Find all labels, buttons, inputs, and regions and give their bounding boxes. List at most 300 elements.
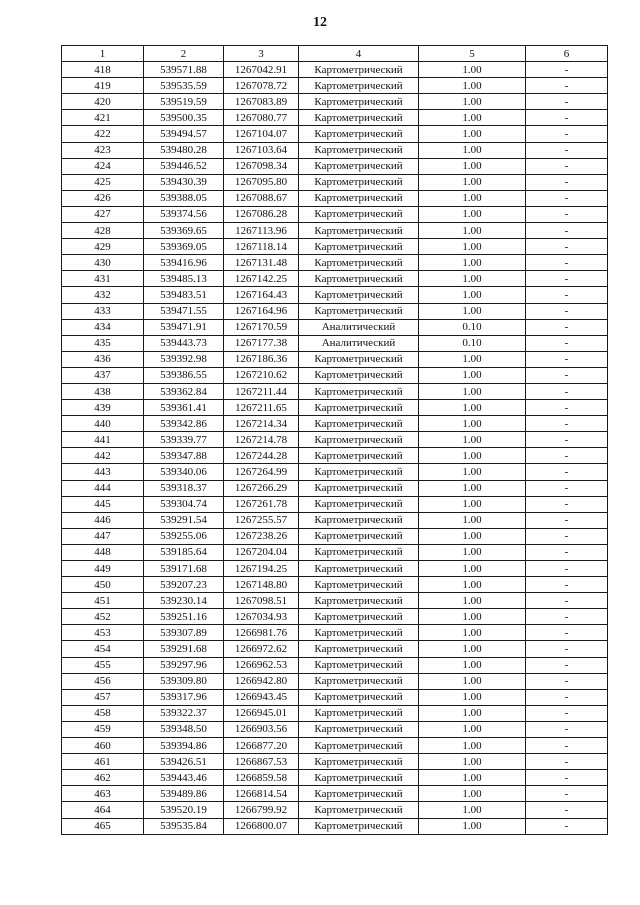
accuracy-cell: 1.00 [419,496,526,512]
y-coordinate-cell: 1266945.01 [224,705,299,721]
point-number-cell: 433 [62,303,144,319]
y-coordinate-cell: 1267261.78 [224,496,299,512]
table-row [62,721,608,737]
note-cell: - [526,158,608,174]
accuracy-cell: 1.00 [419,673,526,689]
x-coordinate-cell: 539480.28 [144,142,224,158]
accuracy-cell: 1.00 [419,512,526,528]
point-number-cell: 457 [62,689,144,705]
accuracy-cell: 1.00 [419,416,526,432]
y-coordinate-cell: 1266903.56 [224,721,299,737]
note-cell: - [526,448,608,464]
x-coordinate-cell: 539348.50 [144,721,224,737]
method-cell: Картометрический [299,287,419,303]
point-number-cell: 458 [62,705,144,721]
accuracy-cell: 1.00 [419,721,526,737]
accuracy-cell: 1.00 [419,657,526,673]
point-number-cell: 422 [62,126,144,142]
point-number-cell: 443 [62,464,144,480]
accuracy-cell: 1.00 [419,738,526,754]
note-cell: - [526,657,608,673]
accuracy-cell: 1.00 [419,110,526,126]
accuracy-cell: 1.00 [419,62,526,78]
x-coordinate-cell: 539394.86 [144,738,224,754]
accuracy-cell: 1.00 [419,255,526,271]
table-row [62,142,608,158]
y-coordinate-cell: 1267142.25 [224,271,299,287]
note-cell: - [526,738,608,754]
point-number-cell: 432 [62,287,144,303]
accuracy-cell: 1.00 [419,480,526,496]
y-coordinate-cell: 1267095.80 [224,174,299,190]
x-coordinate-cell: 539430.39 [144,174,224,190]
accuracy-cell: 1.00 [419,641,526,657]
method-cell: Картометрический [299,190,419,206]
accuracy-cell: 1.00 [419,367,526,383]
point-number-cell: 420 [62,94,144,110]
note-cell: - [526,78,608,94]
point-number-cell: 442 [62,448,144,464]
accuracy-cell: 1.00 [419,383,526,399]
method-cell: Картометрический [299,802,419,818]
table-row [62,432,608,448]
point-number-cell: 434 [62,319,144,335]
method-cell: Картометрический [299,142,419,158]
method-cell: Картометрический [299,62,419,78]
note-cell: - [526,721,608,737]
y-coordinate-cell: 1267264.99 [224,464,299,480]
x-coordinate-cell: 539471.55 [144,303,224,319]
point-number-cell: 454 [62,641,144,657]
table-row [62,416,608,432]
table-row [62,367,608,383]
note-cell: - [526,416,608,432]
accuracy-cell: 1.00 [419,223,526,239]
point-number-cell: 448 [62,544,144,560]
note-cell: - [526,335,608,351]
x-coordinate-cell: 539471.91 [144,319,224,335]
table-row [62,577,608,593]
y-coordinate-cell: 1267034.93 [224,609,299,625]
accuracy-cell: 1.00 [419,561,526,577]
y-coordinate-cell: 1267103.64 [224,142,299,158]
column-header-3: 3 [224,46,299,62]
x-coordinate-cell: 539362.84 [144,383,224,399]
point-number-cell: 465 [62,818,144,834]
x-coordinate-cell: 539485.13 [144,271,224,287]
table-row [62,544,608,560]
table-row [62,94,608,110]
method-cell: Картометрический [299,561,419,577]
y-coordinate-cell: 1267088.67 [224,190,299,206]
table-row [62,255,608,271]
accuracy-cell: 1.00 [419,448,526,464]
y-coordinate-cell: 1266972.62 [224,641,299,657]
y-coordinate-cell: 1267214.78 [224,432,299,448]
accuracy-cell: 0.10 [419,319,526,335]
table-row [62,609,608,625]
table-row [62,448,608,464]
x-coordinate-cell: 539535.84 [144,818,224,834]
method-cell: Картометрический [299,94,419,110]
point-number-cell: 431 [62,271,144,287]
accuracy-cell: 1.00 [419,287,526,303]
method-cell: Картометрический [299,593,419,609]
x-coordinate-cell: 539374.56 [144,206,224,222]
point-number-cell: 439 [62,400,144,416]
method-cell: Картометрический [299,480,419,496]
table-row [62,480,608,496]
method-cell: Картометрический [299,367,419,383]
table-row [62,738,608,754]
column-header-2: 2 [144,46,224,62]
point-number-cell: 462 [62,770,144,786]
accuracy-cell: 1.00 [419,625,526,641]
method-cell: Картометрический [299,738,419,754]
accuracy-cell: 1.00 [419,528,526,544]
accuracy-cell: 1.00 [419,464,526,480]
table-row [62,190,608,206]
accuracy-cell: 1.00 [419,400,526,416]
table-row [62,561,608,577]
method-cell: Картометрический [299,271,419,287]
method-cell: Картометрический [299,383,419,399]
y-coordinate-cell: 1267042.91 [224,62,299,78]
table-row [62,528,608,544]
point-number-cell: 464 [62,802,144,818]
method-cell: Картометрический [299,303,419,319]
point-number-cell: 418 [62,62,144,78]
method-cell: Картометрический [299,206,419,222]
method-cell: Картометрический [299,416,419,432]
point-number-cell: 441 [62,432,144,448]
x-coordinate-cell: 539361.41 [144,400,224,416]
method-cell: Картометрический [299,786,419,802]
x-coordinate-cell: 539171.68 [144,561,224,577]
accuracy-cell: 1.00 [419,432,526,448]
point-number-cell: 419 [62,78,144,94]
y-coordinate-cell: 1267244.28 [224,448,299,464]
method-cell: Картометрический [299,110,419,126]
accuracy-cell: 1.00 [419,609,526,625]
y-coordinate-cell: 1267164.96 [224,303,299,319]
y-coordinate-cell: 1267098.51 [224,593,299,609]
point-number-cell: 455 [62,657,144,673]
method-cell: Картометрический [299,126,419,142]
note-cell: - [526,770,608,786]
method-cell: Картометрический [299,689,419,705]
note-cell: - [526,625,608,641]
point-number-cell: 461 [62,754,144,770]
y-coordinate-cell: 1267131.48 [224,255,299,271]
accuracy-cell: 1.00 [419,577,526,593]
table-row [62,158,608,174]
note-cell: - [526,464,608,480]
note-cell: - [526,110,608,126]
y-coordinate-cell: 1267113.96 [224,223,299,239]
accuracy-cell: 1.00 [419,689,526,705]
table-row [62,786,608,802]
note-cell: - [526,641,608,657]
table-row [62,400,608,416]
y-coordinate-cell: 1267086.28 [224,206,299,222]
x-coordinate-cell: 539309.80 [144,673,224,689]
y-coordinate-cell: 1266814.54 [224,786,299,802]
accuracy-cell: 1.00 [419,271,526,287]
point-number-cell: 435 [62,335,144,351]
method-cell: Картометрический [299,625,419,641]
accuracy-cell: 1.00 [419,158,526,174]
note-cell: - [526,126,608,142]
method-cell: Картометрический [299,351,419,367]
y-coordinate-cell: 1267098.34 [224,158,299,174]
note-cell: - [526,802,608,818]
point-number-cell: 459 [62,721,144,737]
method-cell: Картометрический [299,657,419,673]
method-cell: Аналитический [299,335,419,351]
point-number-cell: 424 [62,158,144,174]
note-cell: - [526,561,608,577]
table-row [62,625,608,641]
y-coordinate-cell: 1267211.65 [224,400,299,416]
point-number-cell: 437 [62,367,144,383]
table-row [62,351,608,367]
table-row [62,319,608,335]
point-number-cell: 421 [62,110,144,126]
note-cell: - [526,383,608,399]
method-cell: Картометрический [299,512,419,528]
note-cell: - [526,319,608,335]
table-row [62,657,608,673]
x-coordinate-cell: 539347.88 [144,448,224,464]
method-cell: Картометрический [299,255,419,271]
point-number-cell: 450 [62,577,144,593]
point-number-cell: 426 [62,190,144,206]
x-coordinate-cell: 539230.14 [144,593,224,609]
x-coordinate-cell: 539386.55 [144,367,224,383]
note-cell: - [526,367,608,383]
y-coordinate-cell: 1267078.72 [224,78,299,94]
point-number-cell: 460 [62,738,144,754]
accuracy-cell: 1.00 [419,190,526,206]
table-row [62,496,608,512]
note-cell: - [526,818,608,834]
point-number-cell: 444 [62,480,144,496]
note-cell: - [526,255,608,271]
x-coordinate-cell: 539322.37 [144,705,224,721]
note-cell: - [526,62,608,78]
point-number-cell: 453 [62,625,144,641]
table-row [62,335,608,351]
table-row [62,206,608,222]
point-number-cell: 446 [62,512,144,528]
x-coordinate-cell: 539255.06 [144,528,224,544]
y-coordinate-cell: 1267170.59 [224,319,299,335]
point-number-cell: 428 [62,223,144,239]
accuracy-cell: 1.00 [419,786,526,802]
accuracy-cell: 1.00 [419,94,526,110]
method-cell: Картометрический [299,641,419,657]
x-coordinate-cell: 539185.64 [144,544,224,560]
note-cell: - [526,142,608,158]
table-row [62,818,608,834]
x-coordinate-cell: 539291.54 [144,512,224,528]
method-cell: Картометрический [299,705,419,721]
method-cell: Картометрический [299,174,419,190]
method-cell: Картометрический [299,818,419,834]
note-cell: - [526,303,608,319]
accuracy-cell: 1.00 [419,303,526,319]
point-number-cell: 452 [62,609,144,625]
point-number-cell: 447 [62,528,144,544]
method-cell: Картометрический [299,496,419,512]
x-coordinate-cell: 539304.74 [144,496,224,512]
table-row [62,705,608,721]
note-cell: - [526,174,608,190]
accuracy-cell: 1.00 [419,802,526,818]
note-cell: - [526,528,608,544]
method-cell: Картометрический [299,528,419,544]
accuracy-cell: 1.00 [419,142,526,158]
table-row [62,593,608,609]
x-coordinate-cell: 539291.68 [144,641,224,657]
note-cell: - [526,496,608,512]
method-cell: Картометрический [299,448,419,464]
y-coordinate-cell: 1267164.43 [224,287,299,303]
table-row [62,126,608,142]
table-row [62,464,608,480]
method-cell: Картометрический [299,754,419,770]
method-cell: Картометрический [299,721,419,737]
x-coordinate-cell: 539571.88 [144,62,224,78]
x-coordinate-cell: 539207.23 [144,577,224,593]
method-cell: Картометрический [299,239,419,255]
y-coordinate-cell: 1266962.53 [224,657,299,673]
accuracy-cell: 0.10 [419,335,526,351]
point-number-cell: 463 [62,786,144,802]
method-cell: Картометрический [299,78,419,94]
method-cell: Картометрический [299,223,419,239]
method-cell: Картометрический [299,609,419,625]
x-coordinate-cell: 539535.59 [144,78,224,94]
note-cell: - [526,432,608,448]
note-cell: - [526,206,608,222]
note-cell: - [526,689,608,705]
point-number-cell: 438 [62,383,144,399]
note-cell: - [526,673,608,689]
x-coordinate-cell: 539369.05 [144,239,224,255]
table-row [62,78,608,94]
x-coordinate-cell: 539297.96 [144,657,224,673]
x-coordinate-cell: 539318.37 [144,480,224,496]
table-row [62,689,608,705]
accuracy-cell: 1.00 [419,206,526,222]
x-coordinate-cell: 539388.05 [144,190,224,206]
table-row [62,754,608,770]
note-cell: - [526,287,608,303]
x-coordinate-cell: 539369.65 [144,223,224,239]
x-coordinate-cell: 539489.86 [144,786,224,802]
table-row [62,223,608,239]
y-coordinate-cell: 1267083.89 [224,94,299,110]
page-number: 12 [313,15,327,30]
table-row [62,110,608,126]
note-cell: - [526,512,608,528]
column-header-4: 4 [299,46,419,62]
y-coordinate-cell: 1266942.80 [224,673,299,689]
note-cell: - [526,577,608,593]
x-coordinate-cell: 539443.73 [144,335,224,351]
y-coordinate-cell: 1267118.14 [224,239,299,255]
y-coordinate-cell: 1267080.77 [224,110,299,126]
accuracy-cell: 1.00 [419,770,526,786]
x-coordinate-cell: 539500.35 [144,110,224,126]
y-coordinate-cell: 1266943.45 [224,689,299,705]
x-coordinate-cell: 539416.96 [144,255,224,271]
point-number-cell: 436 [62,351,144,367]
note-cell: - [526,480,608,496]
method-cell: Картометрический [299,464,419,480]
x-coordinate-cell: 539251.16 [144,609,224,625]
table-header-row [62,46,608,62]
x-coordinate-cell: 539307.89 [144,625,224,641]
x-coordinate-cell: 539317.96 [144,689,224,705]
x-coordinate-cell: 539520.19 [144,802,224,818]
y-coordinate-cell: 1266800.07 [224,818,299,834]
point-number-cell: 449 [62,561,144,577]
accuracy-cell: 1.00 [419,239,526,255]
y-coordinate-cell: 1266859.58 [224,770,299,786]
table-row [62,174,608,190]
x-coordinate-cell: 539446.52 [144,158,224,174]
x-coordinate-cell: 539494.57 [144,126,224,142]
x-coordinate-cell: 539443.46 [144,770,224,786]
table-row [62,62,608,78]
column-header-6: 6 [526,46,608,62]
y-coordinate-cell: 1267177.38 [224,335,299,351]
point-number-cell: 456 [62,673,144,689]
table-row [62,287,608,303]
method-cell: Картометрический [299,544,419,560]
method-cell: Картометрический [299,158,419,174]
table-body [62,62,608,835]
point-number-cell: 427 [62,206,144,222]
y-coordinate-cell: 1267204.04 [224,544,299,560]
point-number-cell: 445 [62,496,144,512]
accuracy-cell: 1.00 [419,818,526,834]
y-coordinate-cell: 1267148.80 [224,577,299,593]
y-coordinate-cell: 1267104.07 [224,126,299,142]
y-coordinate-cell: 1267266.29 [224,480,299,496]
note-cell: - [526,94,608,110]
point-number-cell: 440 [62,416,144,432]
point-number-cell: 429 [62,239,144,255]
y-coordinate-cell: 1267238.26 [224,528,299,544]
method-cell: Картометрический [299,432,419,448]
x-coordinate-cell: 539342.86 [144,416,224,432]
table-row [62,641,608,657]
x-coordinate-cell: 539392.98 [144,351,224,367]
accuracy-cell: 1.00 [419,544,526,560]
y-coordinate-cell: 1267211.44 [224,383,299,399]
table-row [62,303,608,319]
table-row [62,512,608,528]
note-cell: - [526,400,608,416]
method-cell: Картометрический [299,400,419,416]
accuracy-cell: 1.00 [419,593,526,609]
table-row [62,673,608,689]
method-cell: Картометрический [299,673,419,689]
